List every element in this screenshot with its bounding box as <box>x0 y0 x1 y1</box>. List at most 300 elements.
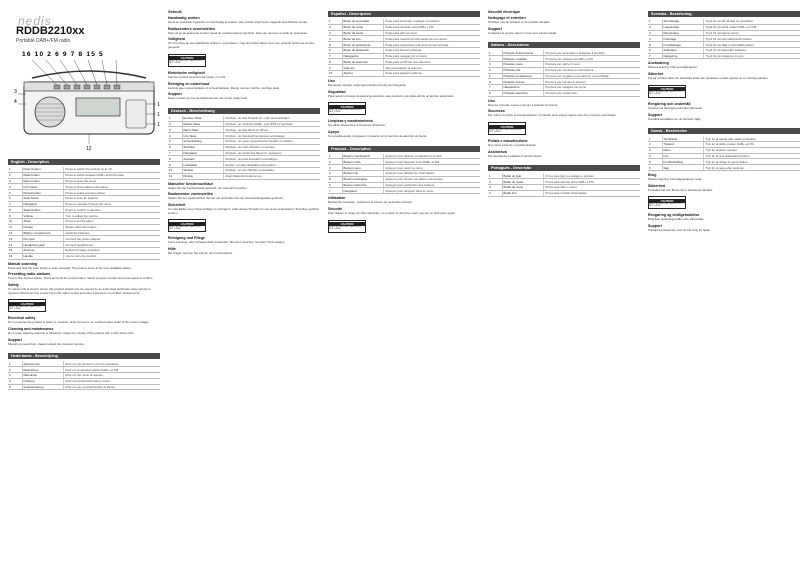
row-function: Press to open the menu. <box>63 179 160 184</box>
row-function: Zeigt Radioinformationen an. <box>223 174 320 179</box>
row-part: Strömknapp <box>662 19 704 24</box>
paragraph-heading: Elektrische veiligheid <box>168 70 205 75</box>
caution-title: CAUTION <box>9 302 45 306</box>
row-number: 2 <box>329 159 331 164</box>
row-part: Power button <box>22 167 64 172</box>
row-number: 6 <box>649 165 651 170</box>
section-title: Français - Description <box>328 146 480 152</box>
row-part: Modus-Taste <box>182 122 224 127</box>
row-function: Extend for better reception. <box>63 248 160 253</box>
paragraph-heading: Manual scanning <box>8 261 38 266</box>
row-number: 3 <box>329 30 331 35</box>
caution-subtitle: RISK OF ELECTRIC SHOCK DO NOT OPEN <box>9 305 42 310</box>
row-function: Premere per scegliere una stazione memorizzata. <box>543 74 640 79</box>
section-spacer <box>488 35 640 39</box>
callout-left-1: 3 <box>14 89 17 95</box>
row-part: Forudindstilling <box>662 159 704 164</box>
paragraph-heading: Radiosender voreinstellen <box>168 192 213 197</box>
row-part: Tænd/sluk <box>662 136 704 141</box>
paragraph-heading: Reiniging en onderhoud <box>168 81 210 86</box>
row-number: 4 <box>649 154 651 159</box>
row-function: Pulse para cambiar entre DAB+ y FM. <box>383 25 480 30</box>
row-number: 2 <box>9 367 11 372</box>
paragraph-heading: Handmatig zoeken <box>168 16 200 20</box>
caution-label <box>168 219 206 232</box>
row-function: Prima para ligar ou desligar o produto. <box>543 173 640 178</box>
callout-bottom: 12 <box>86 146 92 152</box>
row-number: 9 <box>9 213 11 218</box>
row-function: Drücken, um nach Sendern zu suchen. <box>223 145 320 150</box>
section-title: Nederlands - Beschrijving <box>8 353 160 359</box>
row-number: 9 <box>329 65 331 70</box>
row-function: Pulse para navegar por el menú. <box>383 54 480 59</box>
row-part: Mode button <box>22 173 64 178</box>
paragraph-heading: Electrical safety <box>8 316 36 321</box>
row-function: Tryck för att växla mellan DAB+ och FM. <box>703 25 800 30</box>
row-number: 6 <box>649 48 651 53</box>
paragraph-text: Stel het product niet bloot aan water of vocht. <box>168 74 227 79</box>
warning-block <box>648 194 800 211</box>
paragraph-text: Gebruik geen oplosmiddelen of schuurmiddelen. Reinig met een zachte, vochtige doek. <box>168 85 280 90</box>
paragraph-text: Keine Lösungs- oder Scheuermittel verwenden. Mit einem weichen, feuchten Tuch reinigen. <box>168 240 286 245</box>
table-row <box>488 91 640 97</box>
paragraph-text: Bei Fragen wenden Sie sich an den Kundendienst. <box>168 251 233 256</box>
paragraph-heading: Cleaning and maintenance <box>8 327 54 332</box>
row-function: Drücken, um eine Auswahl zu bestätigen. <box>223 156 320 161</box>
row-part: Pulsante di accensione <box>502 50 544 55</box>
caution-subtitle: RISK OF ELECTRIC SHOCK DO NOT OPEN <box>649 91 682 96</box>
row-function: Premere per confermare. <box>543 91 640 96</box>
row-function: Premere per aprire il menu. <box>543 62 640 67</box>
row-function: Premere per mostrare le informazioni. <box>543 68 640 73</box>
row-number: 7 <box>329 188 331 193</box>
column-4-body <box>488 10 640 201</box>
row-number: 2 <box>9 173 11 178</box>
row-part: Scan button <box>22 196 64 201</box>
warning-block <box>488 120 640 137</box>
row-part: Navigering <box>662 54 704 59</box>
row-part: Battery compartment <box>22 231 64 236</box>
row-function: Press to switch between DAB+ and FM mode. <box>63 173 160 178</box>
paragraph-text: Manuel søgning: hold søgeknappen nede. <box>648 176 702 181</box>
row-part: Voreinstellung <box>182 139 224 144</box>
row-function: Tryk for at åbne menuen. <box>703 148 800 153</box>
column-intro-heading: Gebruik <box>168 10 182 14</box>
row-function: Drehen, um die Lautstärke einzustellen. <box>223 162 320 167</box>
paragraph-heading: Limpieza y mantenimiento <box>328 119 373 124</box>
paragraph-heading: Nettoyage et entretien <box>488 16 526 20</box>
row-part: Pulsante ricerca <box>502 79 544 84</box>
row-function: Tryck för att välja en förinställd station. <box>703 42 800 47</box>
paragraph-heading: Manueller Sendersuchlauf <box>168 181 213 186</box>
row-part: Bouton menu <box>342 165 384 170</box>
row-part: Menu <box>662 148 704 153</box>
paragraph-heading: Support <box>488 26 502 31</box>
column-2 <box>168 8 320 561</box>
paragraph-heading: Uso <box>488 98 495 103</box>
section-title: Português - Descrição <box>488 165 640 171</box>
paragraph-heading: Presetting radio stations <box>8 272 51 277</box>
paragraph-text: Tune to the desired station. Press and hold the preset button. Select a preset number and press select to confirm. <box>8 276 154 281</box>
section-spacer <box>168 101 320 105</box>
row-number: 4 <box>9 379 11 384</box>
paragraph-text: Si necesita ayuda, póngase en contacto con el servicio de atención al cliente. <box>328 133 428 138</box>
row-number: 2 <box>329 25 331 30</box>
column-5 <box>648 8 800 561</box>
row-function: Druk om een voorkeurzender te kiezen. <box>63 385 160 390</box>
table-row <box>648 54 800 60</box>
caution-title: CAUTION <box>329 105 365 109</box>
row-number: 10 <box>329 71 333 76</box>
paragraph-heading: Brug <box>648 172 657 177</box>
row-number: 3 <box>489 62 491 67</box>
row-function: Tryck för att visa stationsinformation. <box>703 36 800 41</box>
row-number: 4 <box>9 184 11 189</box>
row-part: DC input <box>22 236 64 241</box>
row-function: Gire para ajustar el volumen. <box>383 65 480 70</box>
table-row <box>648 165 800 171</box>
paragraph-text: To reduce risk of electric shock, this product should only be opened by an authorized technician when service is required. Disconnect the product from the mains socket and other equipment if a problem should occur. <box>8 286 151 295</box>
paragraph-heading: Reinigung und Pflege <box>168 236 205 241</box>
row-part: Navigation <box>182 151 224 156</box>
paragraph-text: För att minska risken för elektriska stötar bör produkten endast öppnas av en behörig tekniker. <box>648 76 769 81</box>
row-number: 1 <box>649 136 651 141</box>
caution-title: CAUTION <box>489 125 525 129</box>
row-part: Navegación <box>342 54 384 59</box>
row-part: Bouton préréglage <box>342 177 384 182</box>
row-number: 4 <box>649 36 651 41</box>
row-number: 7 <box>9 202 11 207</box>
row-number: 3 <box>9 373 11 378</box>
row-function: Druk om het product in of uit te schakelen. <box>63 361 160 366</box>
row-number: 1 <box>169 116 171 121</box>
row-function: Pulse para confirmar una selección. <box>383 59 480 64</box>
row-number: 7 <box>649 54 651 59</box>
row-number: 2 <box>649 142 651 147</box>
row-number: 5 <box>9 190 11 195</box>
row-function: Connect headphones. <box>63 242 160 247</box>
row-part: Lägesknapp <box>662 25 704 30</box>
row-part: Søg <box>662 165 704 170</box>
row-function: Drücken, um das Menü zu öffnen. <box>223 127 320 132</box>
paragraph-heading: Uso <box>328 78 335 83</box>
caution-label <box>8 299 46 312</box>
table-row <box>328 188 480 194</box>
row-function: Appuyez pour rechercher des stations. <box>383 183 480 188</box>
row-function: Drücken, um zwischen DAB+ und UKW zu wechseln. <box>223 122 320 127</box>
row-part: Botón de búsqueda <box>342 48 384 53</box>
section-title: Italiano - Descrizione <box>488 42 640 48</box>
row-part: Bouton recherche <box>342 183 384 188</box>
row-number: 14 <box>9 242 13 247</box>
row-number: 4 <box>329 36 331 41</box>
caution-subtitle: RISK OF ELECTRIC SHOCK DO NOT OPEN <box>329 108 362 113</box>
paragraph-heading: Veiligheid <box>168 37 185 42</box>
row-function: Premere per navigare nel menu. <box>543 85 640 90</box>
row-function: Druk om te wisselen tussen DAB+ en FM. <box>63 367 160 372</box>
row-part: Menyknapp <box>662 31 704 36</box>
column-4 <box>488 8 640 561</box>
row-part: Info-Taste <box>182 133 224 138</box>
callout-side-3: 11 <box>157 122 163 128</box>
paragraph-text: Do not use cleaning solvents or abrasives. Clean the outside of the product with a soft, damp cloth. <box>8 331 135 336</box>
row-function: Tryck för att navigera i menyn. <box>703 54 800 59</box>
row-part: Bouton mode <box>342 159 384 164</box>
section-spacer <box>8 346 160 350</box>
row-function: Appuyez pour naviguer dans le menu. <box>383 188 480 193</box>
paragraph-text: Stellen Sie den gewünschten Sender ein und halten Sie die Voreinstellungstaste gedrückt. <box>168 196 284 201</box>
paragraph-text: Per ridurre il rischio di scossa elettrica, il prodotto deve essere aperto solo da un tecnico autorizzato. <box>488 113 617 118</box>
paragraph-heading: Sicurezza <box>488 109 505 114</box>
paragraph-text: Do not expose the product to water or moisture. Only connect to an earthed mains outlet of the correct voltage. <box>8 320 150 325</box>
row-number: 3 <box>169 127 171 132</box>
row-part: Navigation <box>22 202 64 207</box>
paragraph-heading: Sikkerhed <box>648 183 666 188</box>
warning-block <box>648 83 800 100</box>
caution-label <box>328 102 366 115</box>
row-number: 6 <box>9 196 11 201</box>
row-part: Lautstärke <box>182 162 224 167</box>
row-number: 4 <box>489 68 491 73</box>
section-spacer <box>648 233 800 237</box>
row-function: Premere per passare tra DAB+ e FM. <box>543 56 640 61</box>
column-1 <box>8 8 163 561</box>
row-number: 2 <box>649 25 651 30</box>
row-function: Press to scan for stations. <box>63 196 160 201</box>
caution-label <box>648 85 686 98</box>
row-function: Turn to adjust the volume. <box>63 213 160 218</box>
row-part: Display <box>182 174 224 179</box>
paragraph-heading: Hilfe <box>168 247 176 252</box>
row-function: Prima para abrir o menu. <box>543 185 640 190</box>
row-number: 5 <box>9 384 11 389</box>
row-part: Sökknapp <box>662 48 704 53</box>
row-part: Infoknapp <box>662 36 704 41</box>
row-number: 7 <box>329 54 331 59</box>
row-part: Menü-Taste <box>182 127 224 132</box>
section-spacer <box>488 158 640 162</box>
caution-title: CAUTION <box>329 222 365 226</box>
paragraph-text: No utilice disolventes ni productos abrasivos. <box>328 123 386 128</box>
row-part: Botão de ligar <box>502 173 544 178</box>
row-function: Press to show station information. <box>63 184 160 189</box>
row-number: 8 <box>9 207 11 212</box>
row-part: Wecker <box>182 168 224 173</box>
row-function: Appuyez pour choisir une station mémorisée. <box>383 177 480 182</box>
row-function: Press to set the alarm. <box>63 219 160 224</box>
row-number: 5 <box>329 42 331 47</box>
paragraph-text: Ricerca manuale: tenere premuto il pulsante di ricerca. <box>488 102 559 107</box>
row-part: Pulsante selezione <box>502 91 544 96</box>
caution-title: CAUTION <box>169 222 205 226</box>
row-function: Shows radio information. <box>63 225 160 230</box>
row-part: Alarma <box>342 71 384 76</box>
row-part: Preset button <box>22 190 64 195</box>
row-number: 6 <box>169 145 171 150</box>
caution-title: CAUTION <box>649 199 685 203</box>
section-spacer <box>168 256 320 260</box>
row-number: 1 <box>9 361 11 366</box>
row-number: 3 <box>329 165 331 170</box>
paragraph-text: Använd inte lösningsmedel eller slipmedel. <box>648 105 703 110</box>
row-function: Premere per cercare le stazioni. <box>543 79 640 84</box>
row-part: Antenna <box>22 248 64 253</box>
row-part: Bouton info <box>342 171 384 176</box>
row-number: 6 <box>329 48 331 53</box>
row-number: 1 <box>649 19 651 24</box>
caution-label <box>168 54 206 67</box>
warning-block <box>168 52 320 69</box>
caution-label <box>488 122 526 135</box>
row-function: Appuyez pour afficher les informations. <box>383 171 480 176</box>
row-part: Pulsante menu <box>502 62 544 67</box>
row-function: Press to confirm a selection. <box>63 207 160 212</box>
row-part: Ein/Aus-Taste <box>182 116 224 121</box>
row-number: 8 <box>329 59 331 64</box>
paragraph-text: Houd de zoekknop ingedrukt om handmatig te zoeken. Het product stopt bij de volgende beschikbare zender. <box>168 20 308 24</box>
paragraph-text: Om het risico op een elektrische schok te verminderen, mag dit product alleen door een erkende technicus worden geopend. <box>168 41 315 50</box>
column-2-body <box>168 10 320 260</box>
row-function: Drücken, um den Wecker einzustellen. <box>223 168 320 173</box>
callout-left-2: 4 <box>14 99 17 105</box>
row-part: Select button <box>22 207 64 212</box>
row-number: 3 <box>649 148 651 153</box>
radio-illustration <box>14 60 163 152</box>
row-number: 1 <box>329 19 331 24</box>
row-part: Menuknop <box>22 373 64 378</box>
row-part: Pulsante modalità <box>502 56 544 61</box>
caution-label <box>328 220 366 233</box>
warning-block <box>168 217 320 234</box>
paragraph-text: Búsqueda manual: mantenga pulsado el botón de búsqueda. <box>328 82 407 87</box>
row-part: Botón de menú <box>342 31 384 36</box>
row-part: Botão de modo <box>502 179 544 184</box>
paragraph-text: Para reducir el riesgo de descarga eléctrica, este producto solo debe abrirlo un técnico autorizado. <box>328 93 455 98</box>
product-subtitle: Portable DAB+/FM radio <box>16 38 71 44</box>
paragraph-heading: Support <box>648 112 662 117</box>
paragraph-text: N'utilisez pas de solvants ni de produits abrasifs. <box>488 20 551 24</box>
paragraph-text: Kontakta kundtjänst om du behöver hjälp. <box>648 116 702 121</box>
row-function: Press to switch the product on or off. <box>63 167 160 172</box>
row-number: 7 <box>169 151 171 155</box>
row-number: 3 <box>649 30 651 35</box>
row-part: Modusknop <box>22 367 64 372</box>
paragraph-text: Manuell sökning: håll ned sökknappen. <box>648 65 698 70</box>
caution-title: CAUTION <box>649 87 685 91</box>
row-number: 15 <box>9 248 13 253</box>
row-part: Alarm <box>22 219 64 224</box>
row-number: 6 <box>329 182 331 187</box>
row-function: Pulse para ajustar la alarma. <box>383 71 480 76</box>
section-title: Dansk - Beskrivelse <box>648 128 800 134</box>
row-part: Bouton marche/arrêt <box>342 154 384 159</box>
row-function: Prima para alternar entre DAB+ e FM. <box>543 179 640 184</box>
row-part: Botón de info <box>342 36 384 41</box>
row-function: Tryk for at vælge en gemt station. <box>703 159 800 164</box>
row-part: Navigazione <box>502 85 544 90</box>
paragraph-text: Um das Risiko eines Stromschlags zu verringern, sollte dieses Produkt nur von einem autorisierten Techniker geöffnet werden. <box>168 206 319 215</box>
row-number: 5 <box>649 42 651 47</box>
row-part: Botón de presintonía <box>342 42 384 47</box>
row-function: Connect the power adapter. <box>63 236 160 241</box>
row-part: Botón de encendido <box>342 19 384 24</box>
row-part: Pulsante preselezione <box>502 74 544 79</box>
row-function: Press to select a preset station. <box>63 190 160 195</box>
paragraph-text: Kontakt kundeservice, hvis du har brug for hjælp. <box>648 228 711 233</box>
paragraph-text: Should you need help, please contact the customer service. <box>8 341 85 346</box>
paragraph-text: Neem contact op met de klantenservice als u hulp nodig heeft. <box>168 96 248 101</box>
column-3-body <box>328 11 480 241</box>
row-part: Navigation <box>342 188 384 193</box>
column-3 <box>328 8 480 561</box>
row-function: Appuyez pour ouvrir le menu. <box>383 165 480 170</box>
row-function: Tryk for at tænde eller slukke produktet. <box>703 136 800 141</box>
paragraph-heading: Sécurité <box>328 206 343 211</box>
table-row <box>8 254 160 260</box>
row-function: Holds the batteries. <box>63 231 160 236</box>
warning-block <box>328 218 480 235</box>
row-function: Pulse para abrir el menú. <box>383 31 480 36</box>
row-number: 1 <box>489 50 491 55</box>
caution-subtitle: RISK OF ELECTRIC SHOCK DO NOT OPEN <box>489 128 522 133</box>
model-number: RDDB2210xx <box>16 25 85 37</box>
paragraph-heading: Pulizia e manutenzione <box>488 139 528 144</box>
row-number: 3 <box>489 185 491 190</box>
row-function: Tryck för att öppna menyn. <box>703 31 800 36</box>
row-number: 5 <box>329 177 331 182</box>
cover-header <box>8 8 163 156</box>
row-number: 12 <box>9 230 13 235</box>
row-part: Info button <box>22 184 64 189</box>
row-part: Pulsante info <box>502 68 544 73</box>
row-number: 8 <box>489 91 491 96</box>
row-number: 4 <box>169 133 171 138</box>
row-number: 2 <box>489 56 491 61</box>
row-part: Info <box>662 154 704 159</box>
row-part: Headphone jack <box>22 242 64 247</box>
row-number: 13 <box>9 236 13 241</box>
row-function: Tryk for at vise stationsinformation. <box>703 154 800 159</box>
section-title: English - Description <box>8 159 160 165</box>
row-number: 9 <box>169 162 171 167</box>
paragraph-text: Per assistenza contattare il servizio clienti. <box>488 153 543 158</box>
section-title: Español - Descripción <box>328 11 480 17</box>
table-row <box>328 71 480 77</box>
row-function: Use to carry the product. <box>63 254 160 259</box>
caution-subtitle: RISK OF ELECTRIC SHOCK DO NOT OPEN <box>649 202 682 207</box>
row-function: Druk om zenderinformatie te tonen. <box>63 379 160 384</box>
row-number: 3 <box>9 178 11 183</box>
paragraph-heading: Utilisation <box>328 196 346 201</box>
section-title: Svenska - Beskrivning <box>648 11 800 17</box>
callout-side-1: 14 <box>157 102 163 108</box>
column-1-body <box>8 159 160 394</box>
row-part: Menu button <box>22 179 64 184</box>
row-number: 1 <box>9 167 11 172</box>
brand-logo: nedis <box>18 14 52 28</box>
paragraph-heading: Rengøring og vedligeholdelse <box>648 213 700 218</box>
row-number: 6 <box>489 79 491 84</box>
paragraph-text: Produktet bør kun åbnes af en autoriseret tekniker. <box>648 187 713 192</box>
row-number: 11 <box>169 174 173 179</box>
row-number: 11 <box>9 225 13 230</box>
row-part: Handle <box>22 254 64 259</box>
row-part: Förvalsknapp <box>662 42 704 47</box>
paragraph-text: Halten Sie die Suchlauftaste gedrückt, um manuell zu suchen. <box>168 185 248 190</box>
row-number: 5 <box>489 73 491 78</box>
warning-block <box>328 100 480 117</box>
caution-subtitle: RISK OF ELECTRIC SHOCK DO NOT OPEN <box>169 225 202 230</box>
